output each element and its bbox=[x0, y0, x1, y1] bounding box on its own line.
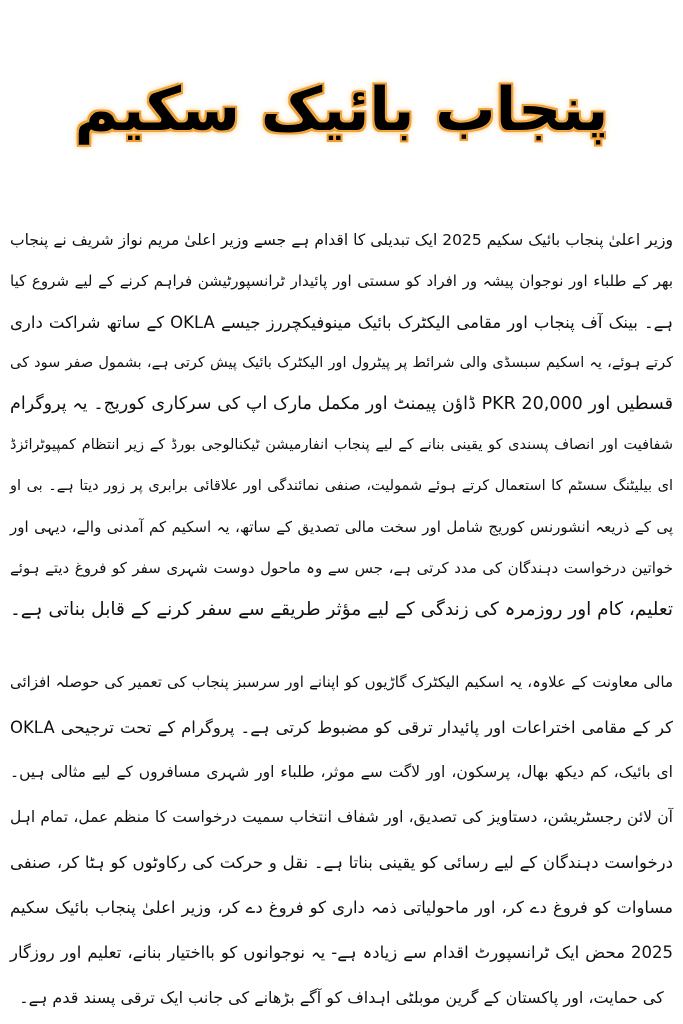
text-line: کی حمایت، اور پاکستان کے گرین موبلٹی اہداف کو آگے بڑھانے کی جانب ایک ترقی پسند قدم ہے۔ bbox=[19, 988, 664, 1007]
text-line: بھر کے طلباء اور نوجوان پیشہ ور افراد کو سستی اور پائیدار ٹرانسپورٹیشن فراہم کرنے کے لیے شروع کیا bbox=[10, 272, 673, 290]
paragraph-1 bbox=[10, 220, 673, 630]
title-banner bbox=[0, 10, 683, 210]
text-line: 2025 محض ایک ٹرانسپورٹ اقدام سے زیادہ ہے- یہ نوجوانوں کو بااختیار بنانے، تعلیم اور روزگار bbox=[10, 943, 673, 962]
text-line: تعلیم، کام اور روزمرہ کی زندگی کے لیے مؤثر طریقے سے سفر کرنے کے قابل بناتی ہے۔ bbox=[9, 599, 673, 620]
text-line: کرتے ہوئے، یہ اسکیم سبسڈی والی شرائط پر پیٹرول اور الیکٹرک بائیک پیش کرتی ہے، بشمول صفر سود کی bbox=[10, 355, 673, 371]
text-line: درخواست دہندگان کے لیے رسائی کو یقینی بناتا ہے۔ نقل و حرکت کی رکاوٹوں کو ہٹا کر، صنفی bbox=[10, 853, 673, 872]
paragraph-2 bbox=[10, 660, 673, 1020]
text-line: ہے۔ بینک آف پنجاب اور مقامی الیکٹرک بائیک مینوفیکچررز جیسے OKLA کے ساتھ شراکت داری bbox=[10, 313, 673, 332]
text-line: مالی معاونت کے علاوہ، یہ اسکیم الیکٹرک گاڑیوں کو اپنانے اور سرسبز پنجاب کی تعمیر کی حوصلہ افزائی bbox=[10, 673, 673, 691]
text-line: قسطیں اور PKR 20,000 ڈاؤن پیمنٹ اور مکمل مارک اپ کی سرکاری کوریج۔ یہ پروگرام bbox=[10, 394, 674, 414]
text-line: مساوات کو فروغ دے کر، اور ماحولیاتی ذمہ داری کو فروغ دے کر، وزیر اعلیٰ پنجاب بائیک سکیم bbox=[10, 898, 673, 917]
page-title: پنجاب بائیک سکیم bbox=[74, 75, 609, 145]
text-line: شفافیت اور انصاف پسندی کو یقینی بنانے کے لیے پنجاب انفارمیشن ٹیکنالوجی بورڈ کے زیر انتظام کمپیوٹرائزڈ bbox=[10, 437, 673, 453]
text-line: کر کے مقامی اختراعات اور پائیدار ترقی کو مضبوط کرتی ہے۔ پروگرام کے تحت ترجیحی OKLA bbox=[10, 718, 673, 737]
text-line: آن لائن رجسٹریشن، دستاویز کی تصدیق، اور شفاف انتخاب سمیت درخواست کا منظم عمل، تمام اہل bbox=[10, 808, 673, 826]
text-line: خواتین درخواست دہندگان کی مدد کرتی ہے، جس سے وہ ماحول دوست شہری سفر کو فروغ دیتے ہوئے bbox=[10, 559, 673, 577]
text-line: وزیر اعلیٰ پنجاب بائیک سکیم 2025 ایک تبدیلی کا اقدام ہے جسے وزیر اعلیٰ مریم نواز شریف نے پنجاب bbox=[10, 231, 673, 249]
text-line: پی کے ذریعہ انشورنس کوریج شامل اور سخت مالی تصدیق کے ساتھ، یہ اسکیم کم آمدنی والے، دیہی اور bbox=[10, 518, 673, 536]
text-line: ای بیلیٹنگ سسٹم کا استعمال کرتے ہوئے شمولیت، صنفی نمائندگی اور علاقائی برابری پر زور دیتا ہے۔ بی او bbox=[10, 478, 673, 494]
text-line: ای بائیک، کم دیکھ بھال، پرسکون، اور لاگت سے موثر، طلباء اور شہری مسافروں کے لیے مثالی ہیں۔ bbox=[10, 763, 673, 781]
